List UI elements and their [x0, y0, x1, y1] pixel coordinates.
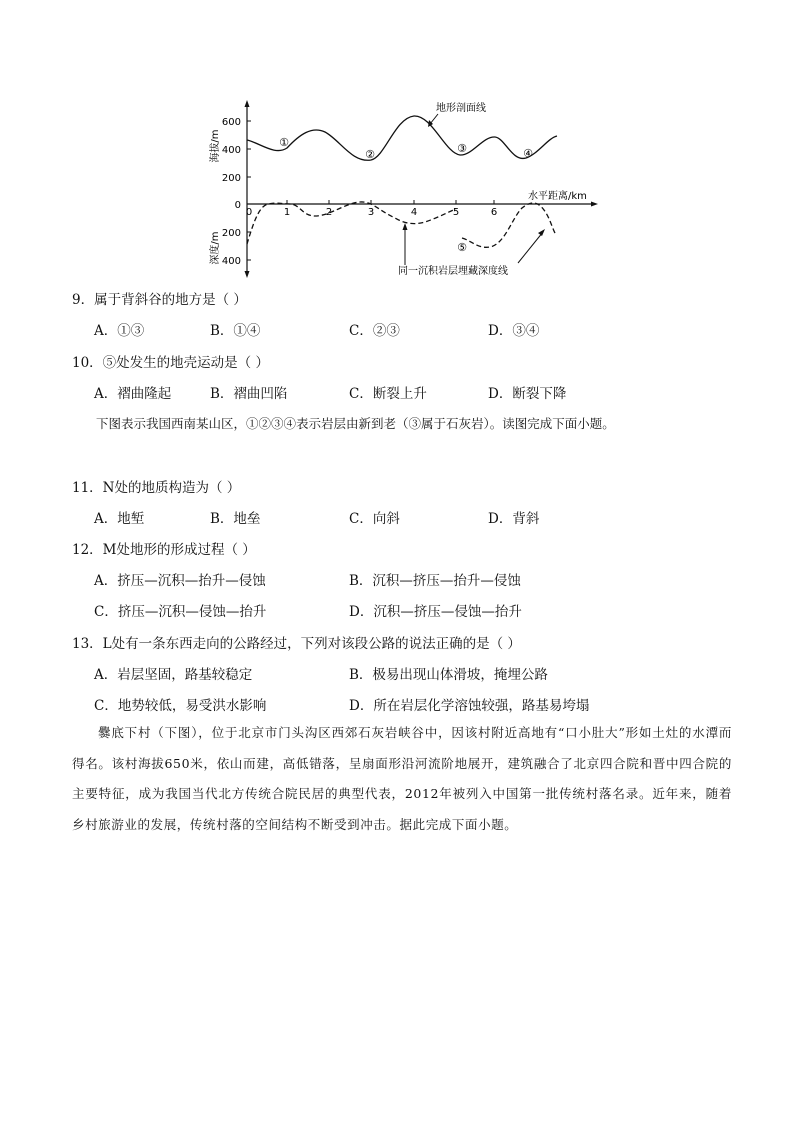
y-tick-200: 200	[221, 173, 241, 184]
x-tick-1: 1	[283, 207, 291, 218]
question-13-option-a[interactable]: A．岩层坚固，路基较稳定	[94, 667, 253, 683]
y-tick-depth-200: 200	[221, 228, 241, 239]
question-9-option-c[interactable]: C．②③	[349, 323, 400, 339]
strata-depth-line-faulted	[462, 203, 556, 247]
question-9-stem: 9．属于背斜谷的地方是（ ）	[72, 292, 247, 308]
question-11-option-a[interactable]: A．地堑	[94, 511, 145, 527]
x-axis-label: 水平距离/km	[528, 191, 587, 202]
x-tick-3: 3	[367, 207, 375, 218]
question-9-option-a[interactable]: A．①③	[94, 323, 145, 339]
strata-label-arrow-left	[403, 223, 408, 230]
x-tick-4: 4	[410, 207, 418, 218]
marker-3: ③	[457, 142, 467, 155]
question-13-option-c[interactable]: C．地势较低，易受洪水影响	[94, 698, 267, 714]
y-axis-label-elevation: 海拔/m	[210, 129, 221, 163]
question-12-option-b[interactable]: B．沉积—挤压—抬升—侵蚀	[349, 573, 521, 589]
y-tick-0: 0	[234, 200, 241, 211]
strata-label-arrow-right	[538, 229, 545, 236]
question-10-option-a[interactable]: A．褶曲隆起	[94, 386, 172, 402]
x-tick-2: 2	[325, 207, 333, 218]
question-10-option-c[interactable]: C．断裂上升	[349, 386, 427, 402]
terrain-strata-profile-figure	[200, 98, 600, 278]
profile-line-label: 地形剖面线	[436, 103, 486, 114]
strata-label-leader-right	[518, 232, 543, 263]
question-11-stem: 11．N处的地质构造为（ ）	[72, 480, 241, 496]
question-11-option-d[interactable]: D．背斜	[488, 511, 540, 527]
question-13-stem: 13．L处有一条东西走向的公路经过，下列对该段公路的说法正确的是（ ）	[72, 636, 521, 652]
question-10-option-d[interactable]: D．断裂下降	[488, 386, 567, 402]
y-tick-depth-400: 400	[221, 256, 241, 267]
reading-passage-cuandixia: 爨底下村（下图），位于北京市门头沟区西郊石灰岩峡谷中，因该村附近高地有“口小肚大”形如土灶的水潭而得名。该村海拔650米，依山而建，高低错落，呈扇面形沿河流阶地展开，建筑融合了北京四合院和晋中四合院的主要特征，成为我国当代北方传统合院民居的典型代表，2012年被列入中国第一批传统村落名录。近年来，随着乡村旅游业的发展，传统村落的空间结构不断受到冲击。据此完成下面小题。	[72, 725, 732, 832]
y-axis-arrow-down	[245, 271, 250, 278]
x-tick-5: 5	[452, 207, 460, 218]
question-10-option-b[interactable]: B．褶曲凹陷	[210, 386, 288, 402]
terrain-profile-line	[247, 116, 557, 160]
question-10-stem: 10．⑤处发生的地壳运动是（ ）	[72, 355, 269, 371]
strata-line-label: 同一沉积岩层埋藏深度线	[398, 266, 508, 277]
section-intro-karst: 下图表示我国西南某山区，①②③④表示岩层由新到老（③属于石灰岩）。读图完成下面小题。	[96, 416, 615, 431]
y-axis-label-depth: 深度/m	[210, 231, 221, 265]
question-12-stem: 12．M处地形的形成过程（ ）	[72, 542, 256, 558]
question-12-option-d[interactable]: D．沉积—挤压—侵蚀—抬升	[349, 604, 522, 620]
y-tick-400: 400	[221, 145, 241, 156]
x-axis-arrow	[591, 202, 598, 207]
y-tick-600: 600	[221, 117, 241, 128]
y-ticks	[247, 121, 251, 260]
question-12-option-a[interactable]: A．挤压—沉积—抬升—侵蚀	[94, 573, 266, 589]
question-11-option-c[interactable]: C．向斜	[349, 511, 400, 527]
question-13-option-b[interactable]: B．极易出现山体滑坡，掩埋公路	[349, 667, 548, 683]
x-ticks	[287, 200, 494, 204]
question-9-option-d[interactable]: D．③④	[488, 323, 540, 339]
question-11-option-b[interactable]: B．地垒	[210, 511, 261, 527]
x-tick-0: 0	[245, 207, 253, 218]
strata-depth-line	[247, 202, 456, 244]
question-13-option-d[interactable]: D．所在岩层化学溶蚀较强，路基易垮塌	[349, 698, 590, 714]
marker-4: ④	[523, 147, 533, 160]
marker-5: ⑤	[457, 241, 467, 254]
y-axis-arrow-up	[245, 100, 250, 107]
marker-2: ②	[365, 148, 375, 161]
marker-1: ①	[279, 136, 289, 149]
question-12-option-c[interactable]: C．挤压—沉积—侵蚀—抬升	[94, 604, 267, 620]
x-tick-6: 6	[490, 207, 498, 218]
question-9-option-b[interactable]: B．①④	[210, 323, 261, 339]
